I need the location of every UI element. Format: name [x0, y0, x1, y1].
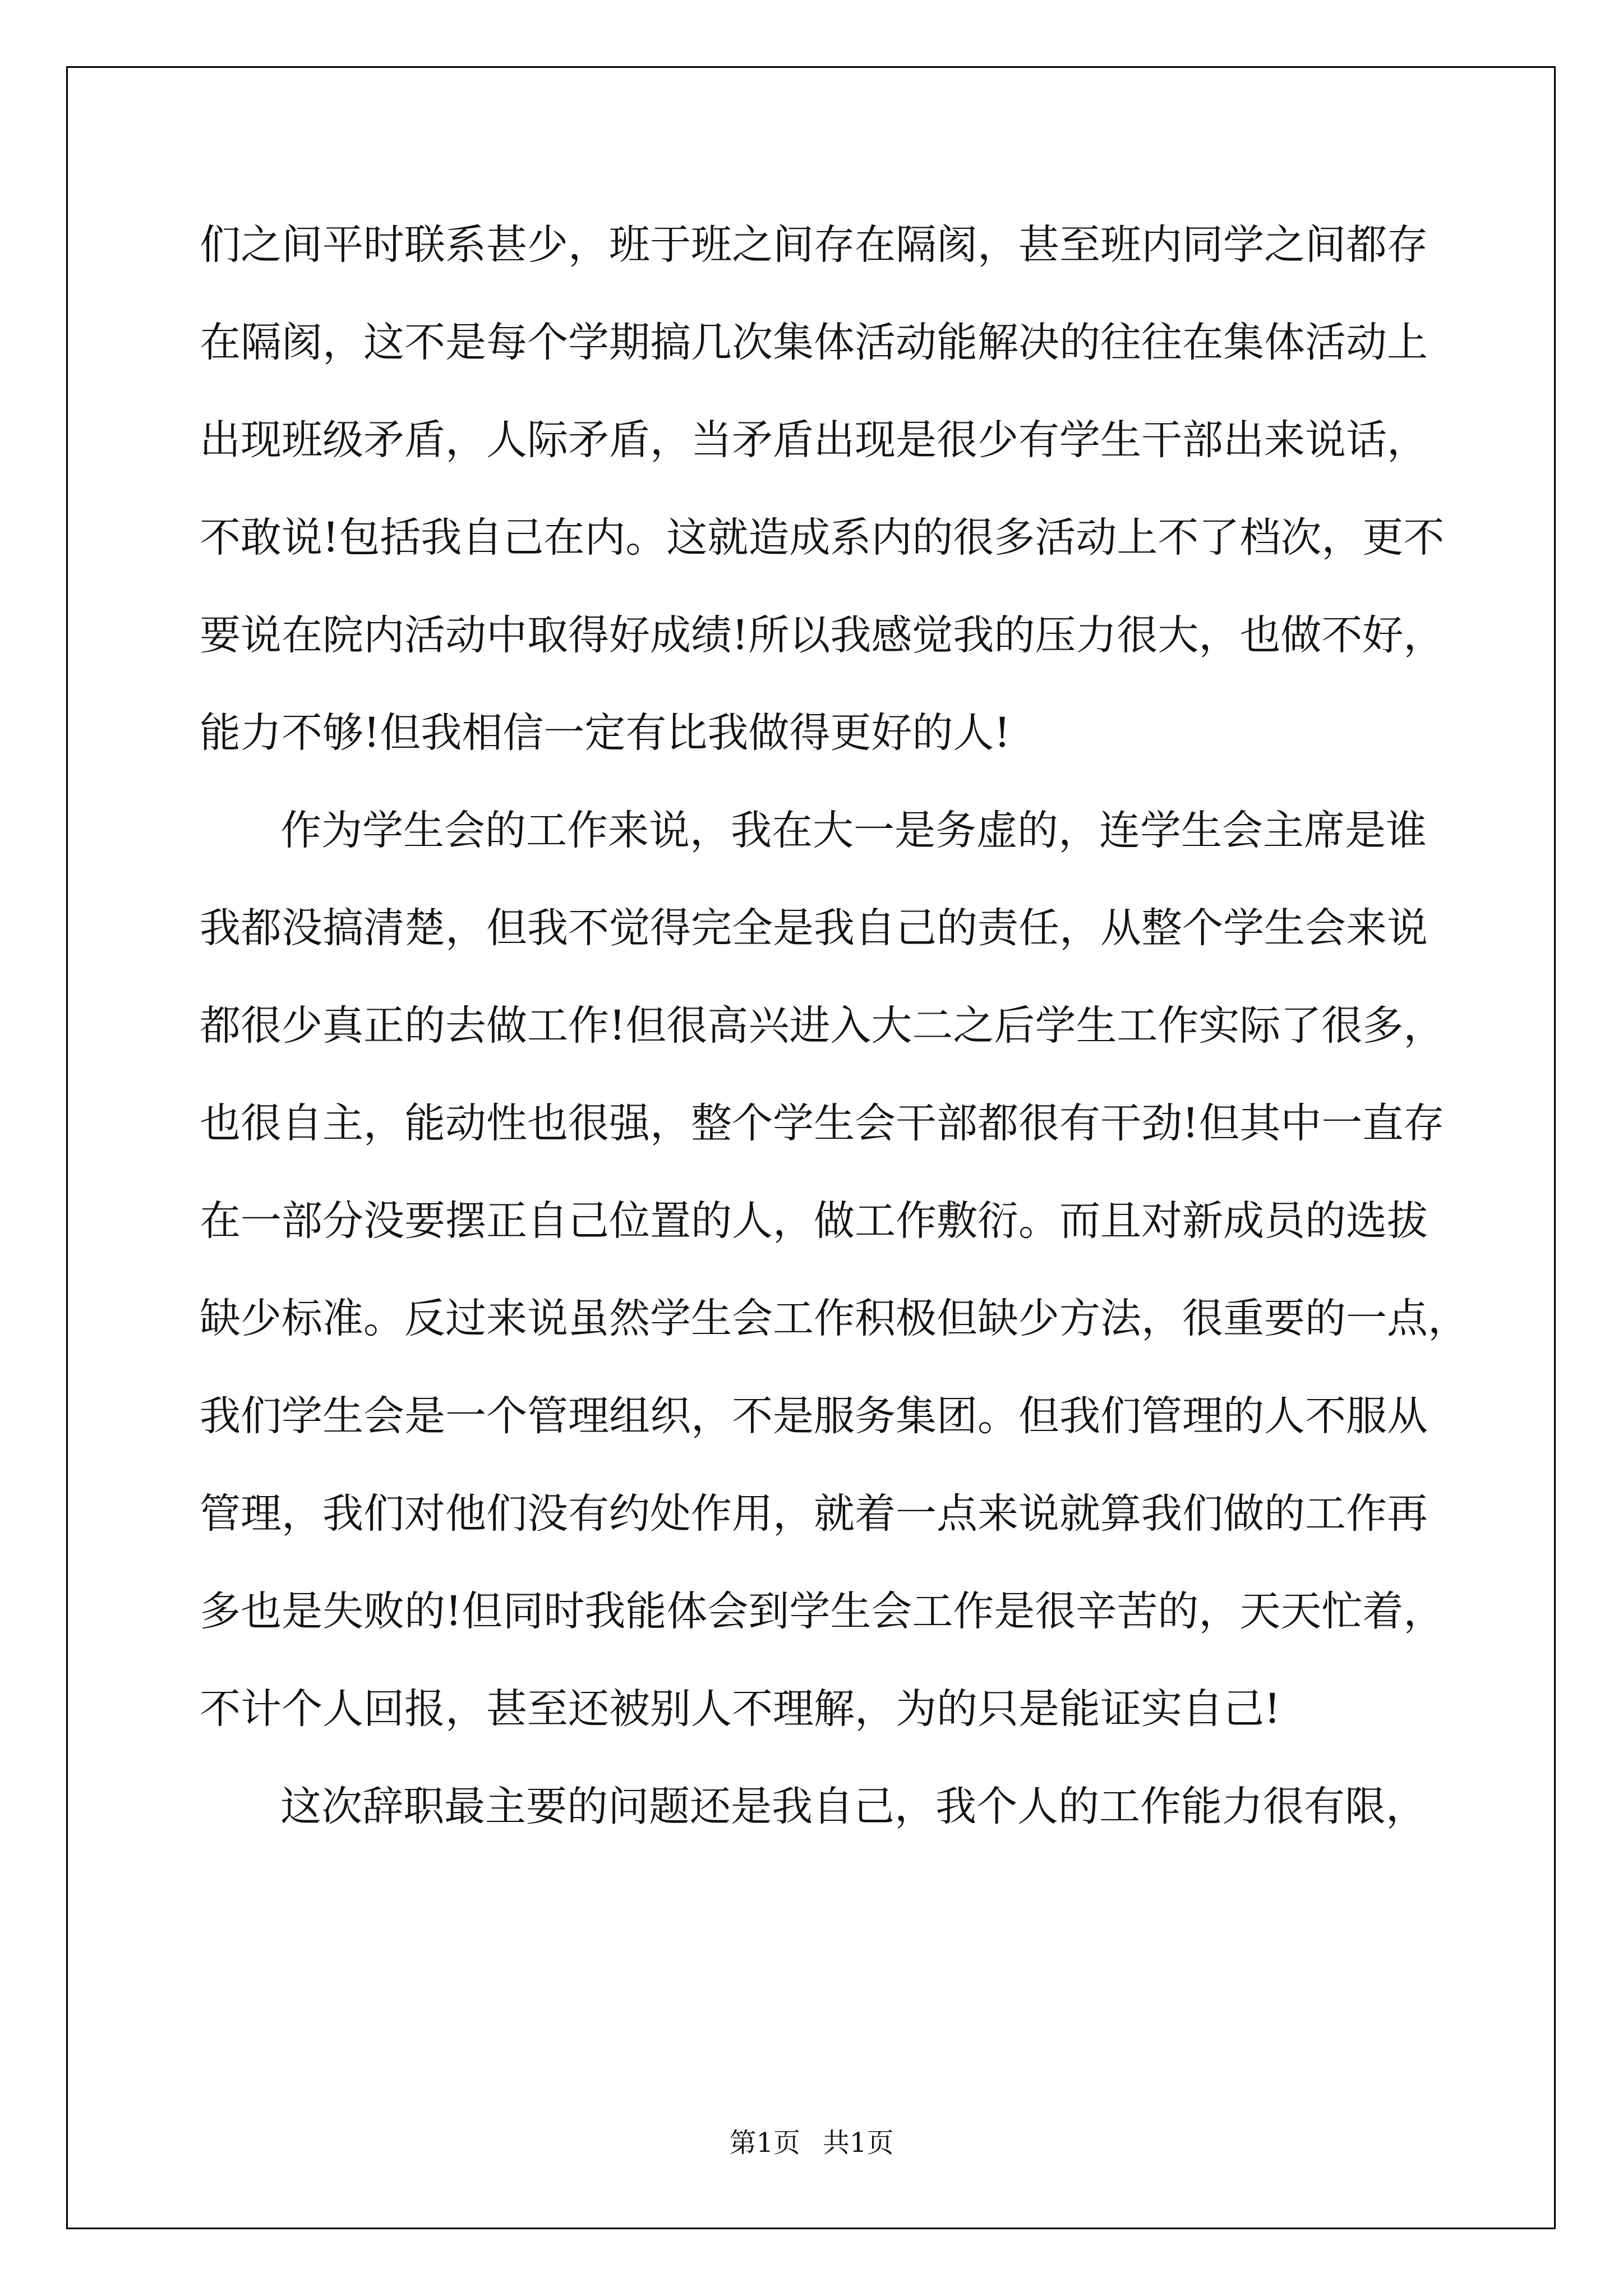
body-line: 在隔阂，这不是每个学期搞几次集体活动能解决的往往在集体活动上 [200, 319, 1428, 366]
body-line: 我们学生会是一个管理组织，不是服务集团。但我们管理的人不服从 [200, 1392, 1428, 1440]
body-line: 也很自主，能动性也很强，整个学生会干部都很有干劲!但其中一直存 [200, 1099, 1445, 1147]
page-total: 共1页 [823, 2127, 894, 2159]
body-line: 这次辞职最主要的问题还是我自己，我个人的工作能力很有限， [280, 1783, 1427, 1830]
body-line: 们之间平时联系甚少，班于班之间存在隔阂，甚至班内同学之间都存 [200, 221, 1428, 269]
body-line: 要说在院内活动中取得好成绩!所以我感觉我的压力很大，也做不好， [200, 611, 1445, 659]
body-line: 管理，我们对他们没有约处作用，就着一点来说就算我们做的工作再 [200, 1490, 1428, 1538]
body-line: 缺少标准。反过来说虽然学生会工作积极但缺少方法，很重要的一点， [200, 1295, 1469, 1342]
body-line: 不计个人回报，甚至还被别人不理解，为的只是能证实自己! [200, 1685, 1281, 1733]
body-line: 多也是失败的!但同时我能体会到学生会工作是很辛苦的，天天忙着， [200, 1588, 1445, 1635]
body-line: 出现班级矛盾，人际矛盾，当矛盾出现是很少有学生干部出来说话， [200, 416, 1428, 464]
body-line: 能力不够!但我相信一定有比我做得更好的人! [200, 709, 1011, 757]
page-footer [0, 2126, 1623, 2160]
page-number: 第1页 [729, 2127, 800, 2159]
body-line: 不敢说!包括我自己在内。这就造成系内的很多活动上不了档次，更不 [200, 514, 1445, 562]
body-line: 都很少真正的去做工作!但很高兴进入大二之后学生工作实际了很多， [200, 1002, 1445, 1050]
body-line: 我都没搞清楚，但我不觉得完全是我自己的责任，从整个学生会来说 [200, 904, 1428, 952]
body-line: 作为学生会的工作来说，我在大一是务虚的，连学生会主席是谁 [280, 807, 1427, 854]
body-line: 在一部分没要摆正自己位置的人，做工作敷衍。而且对新成员的选拔 [200, 1197, 1428, 1245]
